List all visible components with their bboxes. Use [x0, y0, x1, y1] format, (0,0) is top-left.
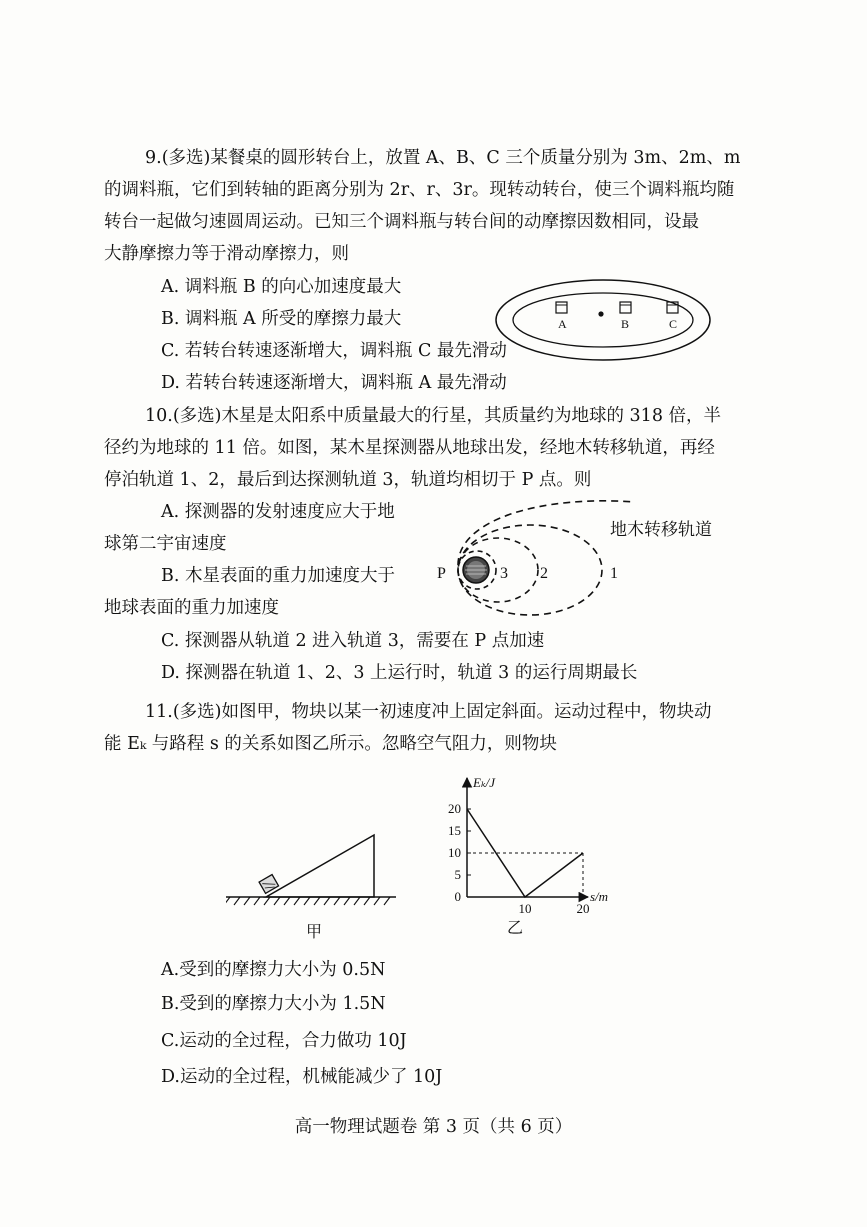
transfer-orbit-label: 地木转移轨道: [610, 520, 712, 539]
q10-option-d: D. 探测器在轨道 1、2、3 上运行时，轨道 3 的运行周期最长: [161, 663, 638, 683]
q9-option-a: A. 调料瓶 B 的向心加速度最大: [161, 277, 402, 297]
q11-option-d: D.运动的全过程，机械能减少了 10J: [161, 1067, 443, 1087]
figure-yi-label: 乙: [507, 920, 524, 937]
x-tick-label: 20: [576, 901, 590, 916]
y-tick-label: 5: [454, 867, 461, 882]
q11-text-line1: 11.(多选)如图甲，物块以某一初速度冲上固定斜面。运动过程中，物块动: [145, 702, 712, 722]
page-footer: 高一物理试题卷 第 3 页（共 6 页）: [294, 1117, 573, 1137]
q10-text-line3: 停泊轨道 1、2，最后到达探测轨道 3，轨道均相切于 P 点。则: [104, 470, 592, 490]
q10-option-b-line1: B. 木星表面的重力加速度大于: [161, 566, 395, 586]
q9-option-c: C. 若转台转速逐渐增大，调料瓶 C 最先滑动: [161, 341, 507, 361]
y-tick-label: 0: [454, 889, 461, 904]
q9-text-line1: 9.(多选)某餐桌的圆形转台上，放置 A、B、C 三个质量分别为 3m、2m、m: [145, 148, 741, 168]
y-axis-label: Eₖ/J: [473, 775, 496, 790]
orbit-3-label: 3: [500, 565, 508, 582]
q10-option-a-line2: 球第二宇宙速度: [104, 534, 227, 554]
q9-text-line3: 转台一起做匀速圆周运动。已知三个调料瓶与转台间的动摩擦因数相同，设最: [104, 212, 699, 232]
label-a: A: [558, 317, 567, 331]
jupiter-icon: [463, 557, 489, 583]
q11-text-line2: 能 Eₖ 与路程 s 的关系如图乙所示。忽略空气阻力，则物块: [104, 734, 557, 754]
bottle-a-icon: [556, 302, 567, 313]
label-b: B: [621, 317, 630, 331]
orbit-figure: [430, 490, 740, 625]
y-tick-label: 20: [448, 801, 461, 816]
q10-text-line2: 径约为地球的 11 倍。如图，某木星探测器从地球出发，经地木转移轨道，再经: [104, 438, 715, 458]
q11-option-b: B.受到的摩擦力大小为 1.5N: [161, 994, 386, 1014]
x-axis-label: s/m: [590, 889, 609, 904]
ek-s-graph: [440, 770, 630, 950]
turntable-figure: [490, 272, 720, 372]
y-tick-label: 10: [448, 845, 461, 860]
y-tick-label: 15: [448, 823, 461, 838]
q9-option-b: B. 调料瓶 A 所受的摩擦力最大: [161, 309, 402, 329]
figure-jia-label: 甲: [306, 924, 323, 941]
q9-text-line4: 大静摩擦力等于滑动摩擦力，则: [104, 244, 349, 264]
q10-option-c: C. 探测器从轨道 2 进入轨道 3，需要在 P 点加速: [161, 631, 545, 651]
q9-text-line2: 的调料瓶，它们到转轴的距离分别为 2r、r、3r。现转动转台，使三个调料瓶均随: [104, 180, 735, 200]
q10-text-line1: 10.(多选)木星是太阳系中质量最大的行星，其质量约为地球的 318 倍，半: [145, 406, 722, 426]
point-p-label: P: [437, 565, 446, 582]
q11-option-c: C.运动的全过程，合力做功 10J: [161, 1031, 407, 1051]
bottle-b-icon: [620, 302, 631, 313]
x-tick-label: 10: [518, 901, 532, 916]
q10-option-b-line2: 地球表面的重力加速度: [104, 598, 279, 618]
block-icon: [259, 875, 278, 894]
incline-figure: [226, 825, 396, 950]
q9-option-d: D. 若转台转速逐渐增大，调料瓶 A 最先滑动: [161, 373, 507, 393]
label-c: C: [669, 317, 678, 331]
q11-option-a: A.受到的摩擦力大小为 0.5N: [161, 960, 386, 980]
orbit-2-label: 2: [540, 565, 548, 582]
q10-option-a-line1: A. 探测器的发射速度应大于地: [161, 502, 395, 522]
orbit-1-label: 1: [610, 565, 618, 582]
